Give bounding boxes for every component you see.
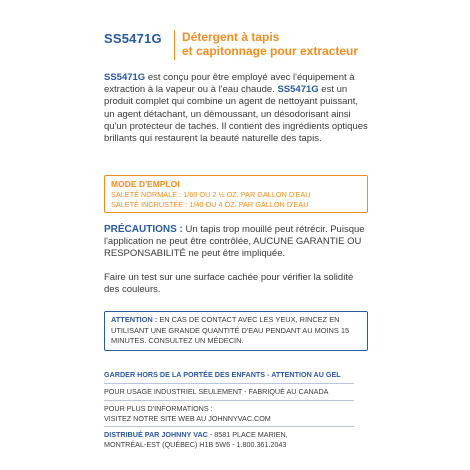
website-link[interactable]: VISITEZ NOTRE SITE WEB AU JOHNNYVAC.COM (104, 414, 271, 423)
title-line-1: Détergent à tapis (182, 30, 280, 44)
attention-label: ATTENTION : (111, 315, 158, 324)
intro-text-1: est conçu pour être employé avec l'équipement à extraction à la vapeur ou à l'eau chaude. (104, 72, 355, 96)
attention-body: EN CAS DE CONTACT AVEC LES YEUX, RINCEZ EN UTILISANT UNE GRANDE QUANTITÉ D'EAU PENDANT AU MOINS 15 MINUTES. CONSULTEZ UN MÉDECIN. (111, 315, 350, 345)
attention-box (104, 311, 368, 351)
test-instruction: Faire un test sur une surface cachée pour vérifier la solidité des couleurs. (104, 272, 354, 296)
intro-code-1: SS5471G (104, 72, 146, 83)
title-line-2: et capitonnage pour extracteur (182, 44, 359, 58)
label-header (104, 30, 404, 62)
product-title (182, 30, 358, 58)
distributor-address-2: MONTRÉAL-EST (QUÉBEC) H1B 5W6 - 1.800.361.2043 (104, 440, 287, 449)
precautions-label: PRÉCAUTIONS : (104, 224, 183, 235)
footer-divider-1 (104, 383, 354, 384)
distributor-info (104, 430, 374, 450)
footer-divider-2 (104, 400, 354, 401)
intro-code-2: SS5471G (277, 84, 319, 96)
usage-line-normal: SALETÉ NORMALE : 1/60 OU 2 ½ OZ. PAR GALLON D'EAU (111, 189, 311, 199)
usage-line-heavy: SALETÉ INCRUSTÉE : 1/40 OU 4 OZ. PAR GALLON D'EAU (111, 199, 309, 209)
precautions-text (104, 224, 369, 261)
product-code: SS5471G (104, 31, 162, 46)
keep-away-warning: GARDER HORS DE LA PORTÉE DES ENFANTS - ATTENTION AU GEL (104, 370, 341, 379)
industrial-use-notice: POUR USAGE INDUSTRIEL SEULEMENT - FABRIQUÉ AU CANADA (104, 387, 329, 396)
header-divider (174, 30, 175, 60)
more-info (104, 404, 374, 424)
distributor-address-1: - 8581 PLACE MARIEN, (207, 430, 288, 439)
usage-title: MODE D'EMPLOI (111, 179, 180, 189)
footer-divider-3 (104, 426, 354, 427)
product-description (104, 72, 369, 145)
intro-text-2: est un produit complet qui combine un agent de nettoyant puissant, un agent détachant, un démoussant, un désodorisant ainsi qu'un protecteur de taches. Il contient des ingrédients optiques brillants qui restaurent la beauté naturelle des tapis. (104, 84, 368, 145)
usage-instructions-box (104, 175, 368, 213)
precautions-body: Un tapis trop mouillé peut rétrécir. Puisque l'application ne peut être contrôlée, AUCUNE GARANTIE OU RESPONSABILITÉ ne peut être impliquée. (104, 224, 365, 260)
distributor-label: DISTRIBUÉ PAR JOHNNY VAC (104, 430, 208, 439)
info-line-1: POUR PLUS D'INFORMATIONS : (104, 404, 213, 413)
